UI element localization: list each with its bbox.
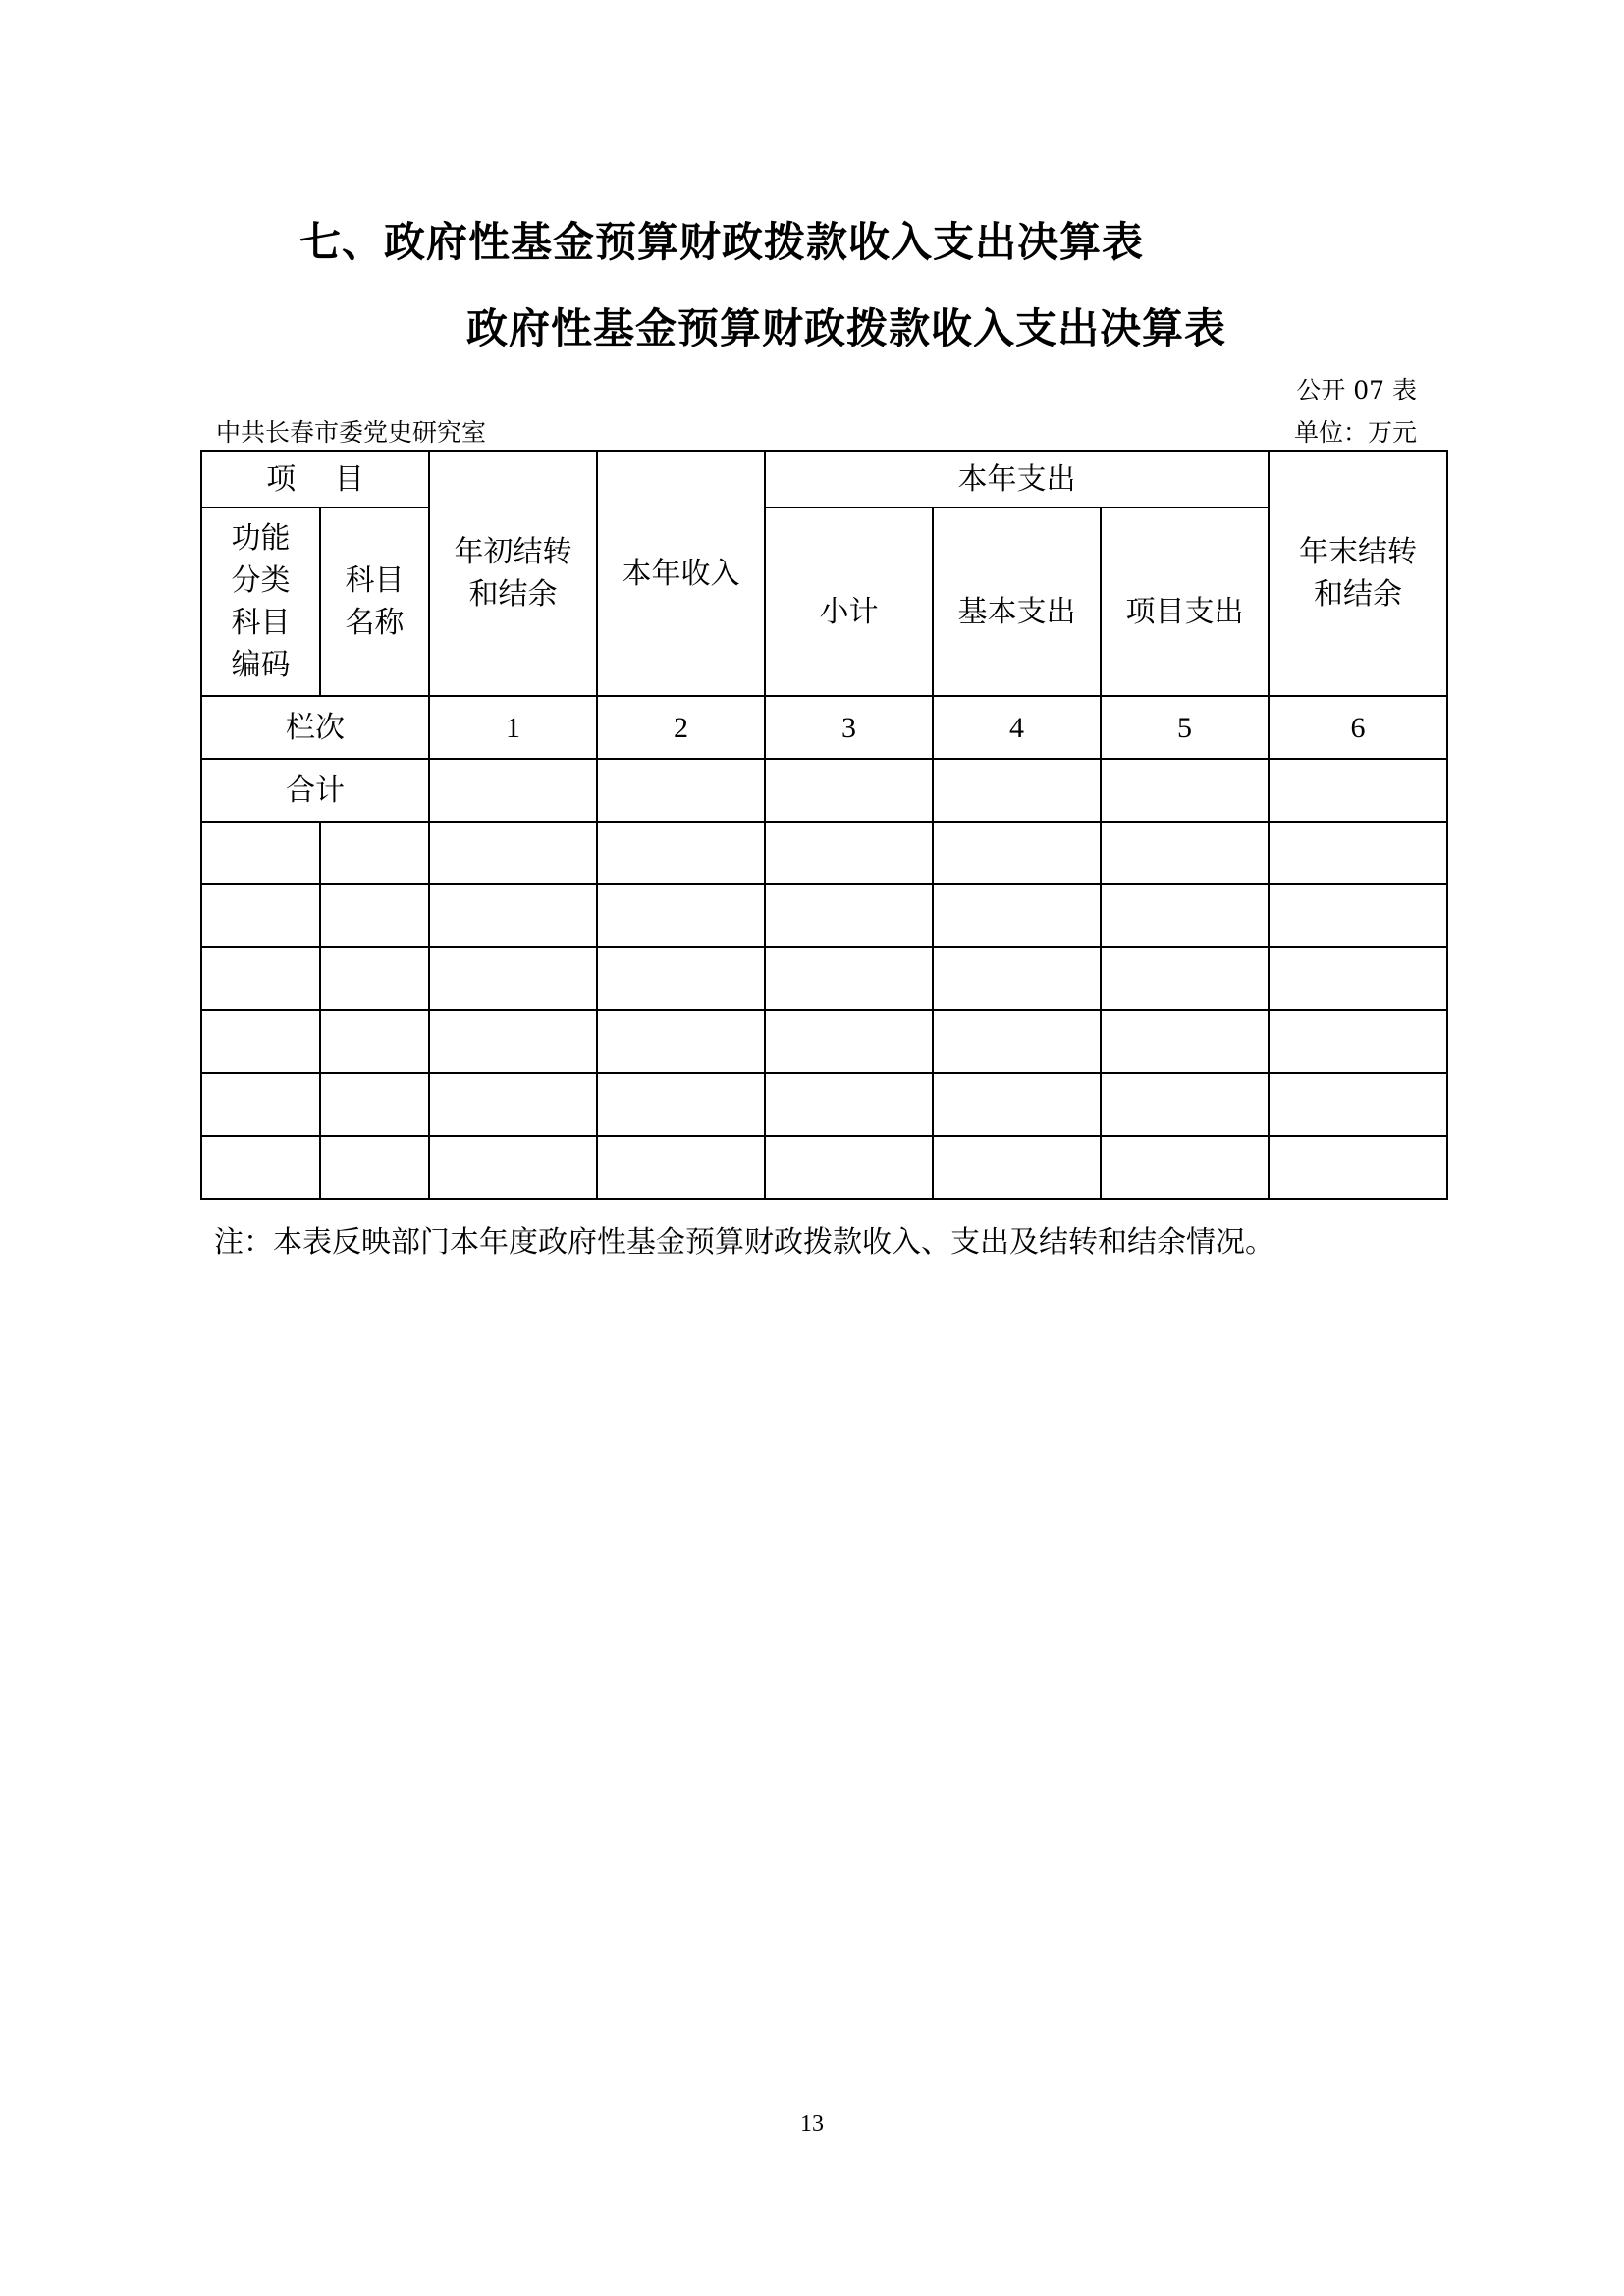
table-cell [765, 947, 933, 1010]
header-expense-group [765, 451, 1269, 507]
table-cell [1269, 822, 1447, 884]
table-cell [597, 1010, 765, 1073]
table-cell [1269, 1073, 1447, 1136]
total-row-label: 合计 [201, 759, 429, 822]
table-cell [429, 759, 597, 822]
table-title: 政府性基金预算财政拨款收入支出决算表 [465, 304, 1226, 352]
table-cell [429, 1136, 597, 1199]
header-project-expense-label: 项目支出 [1125, 594, 1244, 629]
table-cell [201, 947, 320, 1010]
table-cell [201, 884, 320, 947]
index-cell: 2 [597, 696, 765, 759]
table-cell [320, 822, 429, 884]
header-subject-name-label: 科目 名称 [345, 563, 405, 640]
table-cell [1101, 759, 1269, 822]
header-subject-name [320, 507, 429, 696]
table-note: 注：本表反映部门本年度政府性基金预算财政拨款收入、支出及结转和结余情况。 [214, 1225, 1274, 1259]
header-func-code [201, 507, 320, 696]
table-cell [933, 1073, 1101, 1136]
table-cell [597, 822, 765, 884]
table-cell [429, 822, 597, 884]
table-cell [320, 1010, 429, 1073]
header-func-code-label: 功能 分类 科目 编码 [231, 521, 291, 682]
header-basic-expense [933, 507, 1101, 696]
table-cell [933, 759, 1101, 822]
table-cell [1269, 1010, 1447, 1073]
table-cell [933, 884, 1101, 947]
table-cell [429, 1073, 597, 1136]
table-cell [597, 759, 765, 822]
table-cell [429, 947, 597, 1010]
table-cell [201, 822, 320, 884]
table-row [201, 1136, 1447, 1199]
header-project-label: 项 目 [266, 461, 364, 497]
table-row [201, 1010, 1447, 1073]
table-row [201, 822, 1447, 884]
table-cell [597, 1073, 765, 1136]
table-cell [597, 947, 765, 1010]
table-row [201, 884, 1447, 947]
fund-budget-table [200, 450, 1448, 1200]
table-cell [320, 947, 429, 1010]
form-number: 公开 07 表 [1296, 376, 1417, 404]
table-row [201, 1073, 1447, 1136]
total-row [201, 759, 1447, 822]
table-cell [1101, 822, 1269, 884]
table-cell [765, 822, 933, 884]
header-income-label: 本年收入 [622, 556, 740, 591]
table-cell [1101, 947, 1269, 1010]
table-cell [429, 1010, 597, 1073]
index-cell: 5 [1101, 696, 1269, 759]
table-cell [765, 1073, 933, 1136]
table-cell [1101, 1136, 1269, 1199]
table-cell [320, 1136, 429, 1199]
table-cell [933, 1136, 1101, 1199]
table-cell [429, 884, 597, 947]
header-subtotal [765, 507, 933, 696]
index-cell: 1 [429, 696, 597, 759]
header-carryover-end-label: 年末结转 和结余 [1299, 535, 1417, 612]
table-cell [1269, 884, 1447, 947]
header-subtotal-label: 小计 [819, 594, 879, 629]
table-cell [1101, 884, 1269, 947]
page-number: 13 [800, 2111, 824, 2137]
table-cell [201, 1073, 320, 1136]
table-cell [933, 822, 1101, 884]
table-cell [1269, 759, 1447, 822]
header-expense-group-label: 本年支出 [957, 461, 1076, 497]
table-cell [765, 759, 933, 822]
table-cell [933, 947, 1101, 1010]
index-row-label: 栏次 [201, 696, 429, 759]
unit-label: 单位：万元 [1293, 418, 1417, 447]
index-cell: 3 [765, 696, 933, 759]
table-cell [1101, 1010, 1269, 1073]
table-cell [1101, 1073, 1269, 1136]
section-heading: 七、政府性基金预算财政拨款收入支出决算表 [299, 218, 1145, 266]
table-cell [1269, 1136, 1447, 1199]
header-basic-expense-label: 基本支出 [957, 594, 1076, 629]
index-row [201, 696, 1447, 759]
table-cell [201, 1010, 320, 1073]
header-carryover-begin [429, 451, 597, 696]
header-carryover-begin-label: 年初结转 和结余 [454, 535, 572, 612]
table-cell [765, 884, 933, 947]
table-cell [201, 1136, 320, 1199]
header-income [597, 451, 765, 696]
table-cell [597, 1136, 765, 1199]
header-row-2 [201, 507, 1447, 696]
table-cell [765, 1010, 933, 1073]
header-carryover-end [1269, 451, 1447, 696]
index-cell: 4 [933, 696, 1101, 759]
organization-name: 中共长春市委党史研究室 [216, 418, 487, 447]
table-cell [1269, 947, 1447, 1010]
table-row [201, 947, 1447, 1010]
table-cell [320, 884, 429, 947]
header-project-expense [1101, 507, 1269, 696]
table-cell [765, 1136, 933, 1199]
table-cell [320, 1073, 429, 1136]
index-cell: 6 [1269, 696, 1447, 759]
table-cell [597, 884, 765, 947]
table-cell [933, 1010, 1101, 1073]
header-row-1 [201, 451, 1447, 507]
header-project [201, 451, 429, 507]
